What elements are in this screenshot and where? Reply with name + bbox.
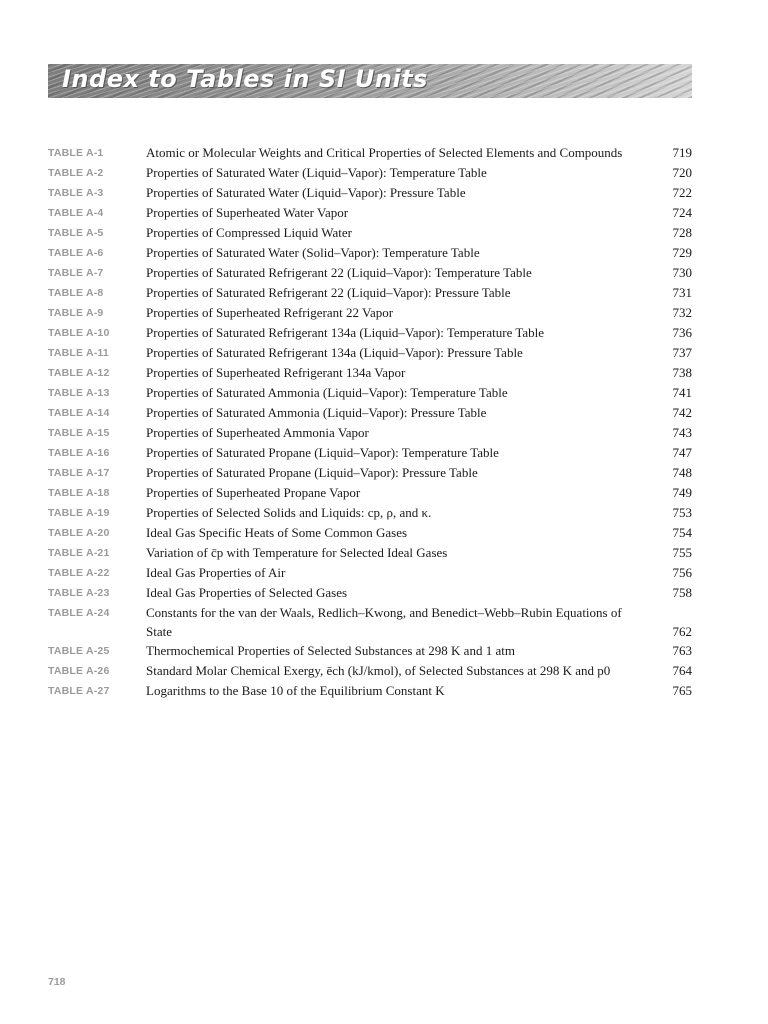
table-label: TABLE A-1: [48, 147, 104, 159]
table-label: TABLE A-5: [48, 227, 104, 239]
table-title: Logarithms to the Base 10 of the Equilibrium Constant K: [146, 683, 445, 698]
page-number: 764: [672, 663, 692, 678]
header-banner: [48, 64, 692, 98]
table-label: TABLE A-13: [48, 387, 110, 399]
table-row: [48, 283, 692, 303]
page-number: 728: [672, 225, 692, 240]
table-title: Properties of Saturated Propane (Liquid–Vapor): Temperature Table: [146, 445, 499, 460]
folio-page-number: 718: [48, 976, 66, 988]
page-number: 756: [672, 565, 692, 580]
page-number: 741: [672, 385, 692, 400]
page-number: 731: [672, 285, 692, 300]
table-row: [48, 303, 692, 323]
page-number: 724: [672, 205, 692, 220]
table-row: [48, 383, 692, 403]
table-row: [48, 163, 692, 183]
table-title: Properties of Superheated Water Vapor: [146, 205, 349, 220]
table-label: TABLE A-18: [48, 487, 110, 499]
table-title: Properties of Superheated Propane Vapor: [146, 485, 361, 500]
page-number: 737: [672, 345, 692, 360]
table-title: Properties of Saturated Refrigerant 22 (Liquid–Vapor): Temperature Table: [146, 265, 532, 280]
table-label: TABLE A-12: [48, 367, 110, 379]
page-number: 762: [672, 624, 692, 639]
table-row: [48, 483, 692, 503]
table-row: [48, 143, 692, 163]
table-title: Properties of Compressed Liquid Water: [146, 225, 352, 240]
table-label: TABLE A-16: [48, 447, 110, 459]
table-title: Ideal Gas Properties of Air: [146, 565, 286, 580]
page-number: 729: [672, 245, 692, 260]
table-title: Ideal Gas Properties of Selected Gases: [146, 585, 348, 600]
table-label: TABLE A-21: [48, 547, 110, 559]
table-label: TABLE A-10: [48, 327, 110, 339]
table-title: Properties of Saturated Water (Solid–Vapor): Temperature Table: [146, 245, 480, 260]
page-number: 742: [672, 405, 692, 420]
table-label: TABLE A-8: [48, 287, 104, 299]
page-number: 732: [672, 305, 692, 320]
table-label: TABLE A-2: [48, 167, 104, 179]
table-title: Standard Molar Chemical Exergy, ēch (kJ/kmol), of Selected Substances at 298 K and p0: [146, 663, 611, 678]
page-number: 758: [672, 585, 692, 600]
table-row: [48, 463, 692, 483]
table-row: [48, 443, 692, 463]
table-row: [48, 603, 692, 641]
table-label: TABLE A-17: [48, 467, 110, 479]
table-title: Ideal Gas Specific Heats of Some Common Gases: [146, 525, 408, 540]
table-label: TABLE A-6: [48, 247, 104, 259]
table-row: [48, 203, 692, 223]
table-label: TABLE A-4: [48, 207, 104, 219]
table-row: [48, 403, 692, 423]
table-title: Properties of Saturated Refrigerant 134a (Liquid–Vapor): Temperature Table: [146, 325, 545, 340]
table-title: Thermochemical Properties of Selected Substances at 298 K and 1 atm: [146, 643, 515, 658]
table-row: [48, 523, 692, 543]
page-number: 719: [672, 145, 692, 160]
table-label: TABLE A-14: [48, 407, 110, 419]
table-row: [48, 323, 692, 343]
table-title: Properties of Saturated Water (Liquid–Vapor): Temperature Table: [146, 165, 487, 180]
table-title: Properties of Superheated Ammonia Vapor: [146, 425, 369, 440]
tables-index: [48, 143, 692, 701]
page-number: 720: [672, 165, 692, 180]
table-row: [48, 503, 692, 523]
table-title: Properties of Superheated Refrigerant 22 Vapor: [146, 305, 394, 320]
table-title: Properties of Selected Solids and Liquids: cp, ρ, and κ.: [146, 505, 432, 520]
page-number: 749: [672, 485, 692, 500]
table-title: Properties of Saturated Propane (Liquid–Vapor): Pressure Table: [146, 465, 478, 480]
table-row: [48, 543, 692, 563]
table-row: [48, 583, 692, 603]
table-label: TABLE A-25: [48, 645, 110, 657]
page-number: 722: [672, 185, 692, 200]
table-title: Properties of Saturated Water (Liquid–Vapor): Pressure Table: [146, 185, 466, 200]
table-row: [48, 263, 692, 283]
table-row: [48, 681, 692, 701]
page-number: 738: [672, 365, 692, 380]
table-title: Properties of Superheated Refrigerant 134a Vapor: [146, 365, 406, 380]
table-row: [48, 183, 692, 203]
table-label: TABLE A-26: [48, 665, 110, 677]
table-label: TABLE A-11: [48, 347, 109, 359]
page-number: 763: [672, 643, 692, 658]
table-label: TABLE A-22: [48, 567, 110, 579]
table-title: Atomic or Molecular Weights and Critical Properties of Selected Elements and Compounds: [146, 145, 623, 160]
table-title: Properties of Saturated Ammonia (Liquid–Vapor): Pressure Table: [146, 405, 487, 420]
page-title: Index to Tables in SI Units: [62, 65, 428, 93]
table-label: TABLE A-23: [48, 587, 110, 599]
table-title: Variation of c̄p with Temperature for Selected Ideal Gases: [146, 545, 448, 560]
table-row: [48, 563, 692, 583]
table-row: [48, 343, 692, 363]
table-label: TABLE A-15: [48, 427, 110, 439]
table-row: [48, 661, 692, 681]
table-title: Properties of Saturated Ammonia (Liquid–Vapor): Temperature Table: [146, 385, 508, 400]
page-number: 754: [672, 525, 692, 540]
page-number: 748: [672, 465, 692, 480]
table-row: [48, 363, 692, 383]
table-label: TABLE A-7: [48, 267, 104, 279]
table-title: Properties of Saturated Refrigerant 134a (Liquid–Vapor): Pressure Table: [146, 345, 523, 360]
table-row: [48, 243, 692, 263]
table-label: TABLE A-19: [48, 507, 110, 519]
page-number: 765: [672, 683, 692, 698]
page-number: 747: [672, 445, 692, 460]
table-label: TABLE A-24: [48, 607, 110, 619]
table-row: [48, 223, 692, 243]
page-number: 736: [672, 325, 692, 340]
page-number: 743: [672, 425, 692, 440]
table-row: [48, 423, 692, 443]
table-label: TABLE A-3: [48, 187, 104, 199]
page-number: 755: [672, 545, 692, 560]
table-label: TABLE A-27: [48, 685, 110, 697]
table-label: TABLE A-9: [48, 307, 104, 319]
table-label: TABLE A-20: [48, 527, 110, 539]
table-title: Properties of Saturated Refrigerant 22 (Liquid–Vapor): Pressure Table: [146, 285, 511, 300]
table-row: [48, 641, 692, 661]
table-title: Constants for the van der Waals, Redlich–Kwong, and Benedict–Webb–Rubin Equations of State: [146, 605, 622, 639]
page-number: 730: [672, 265, 692, 280]
page-number: 753: [672, 505, 692, 520]
